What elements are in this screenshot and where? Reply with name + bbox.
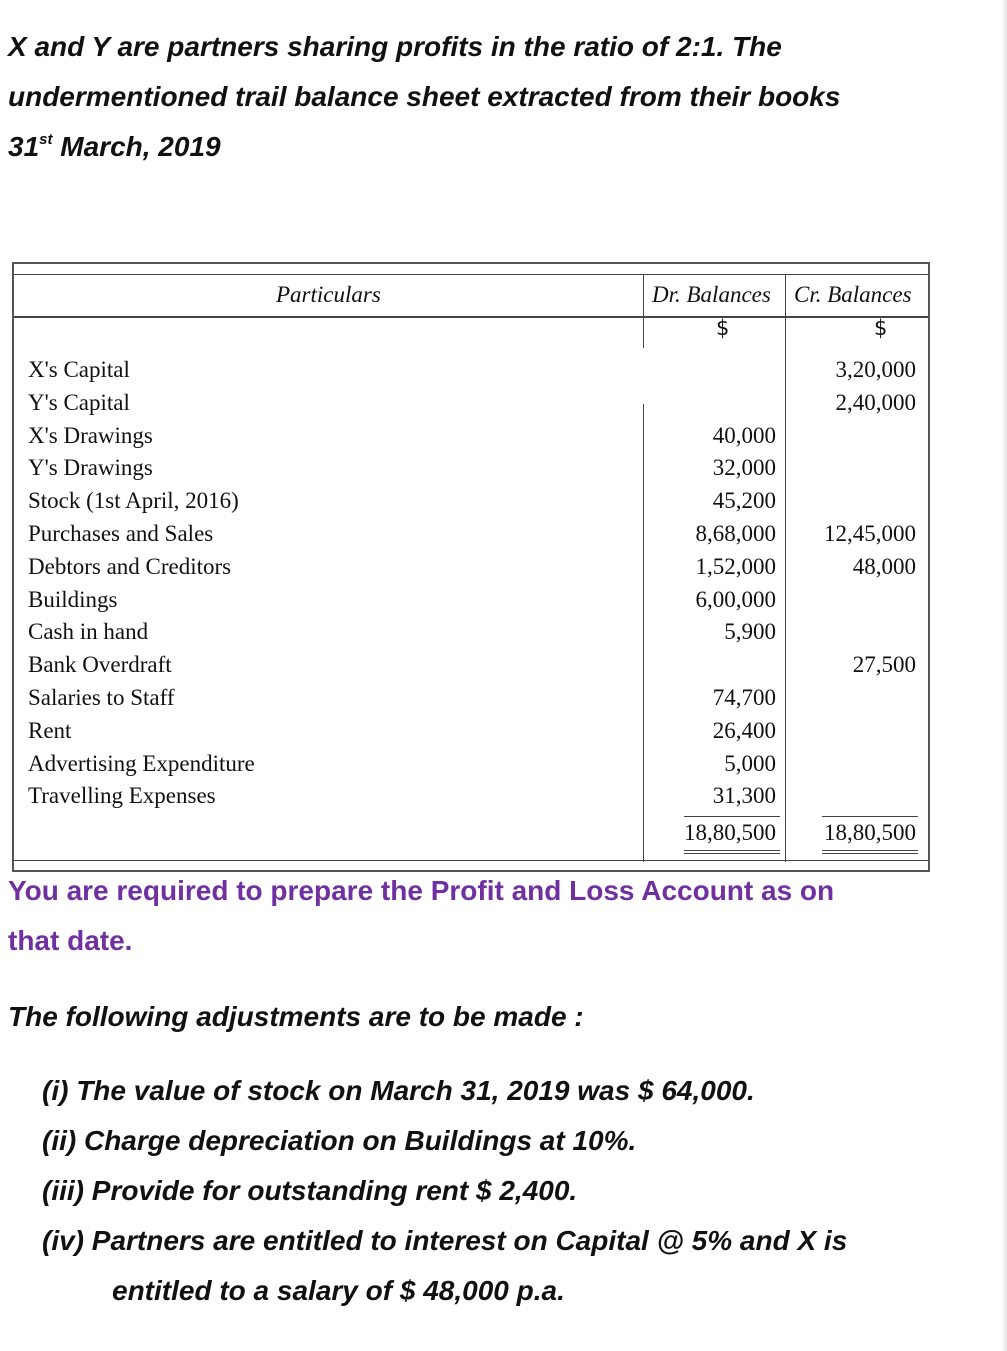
- row-dr-amount: 31,300: [712, 783, 776, 809]
- row-cr-amount: 2,40,000: [835, 389, 916, 415]
- row-dr-amount: 45,200: [712, 488, 776, 514]
- intro-date-suffix: st: [39, 130, 53, 148]
- row-cr-amount: 27,500: [852, 652, 916, 678]
- row-dr-amount: 5,900: [724, 619, 776, 645]
- dr-total-double-rule-2: [684, 853, 780, 854]
- row-particular: Stock (1st April, 2016): [28, 488, 239, 514]
- row-dr-amount: 40,000: [712, 422, 776, 448]
- requirement-text: [8, 866, 988, 966]
- row-particular: Cash in hand: [28, 619, 149, 645]
- intro-date-rest: March, 2019: [52, 131, 221, 162]
- header-bottom-rule: [14, 316, 928, 318]
- adjustment-item-3: (iii) Provide for outstanding rent $ 2,400.: [42, 1175, 578, 1206]
- header-dr-balances: Dr. Balances: [652, 282, 771, 307]
- header-particulars: Particulars: [276, 282, 381, 307]
- dr-column-divider: [785, 274, 786, 862]
- dr-total-double-rule-1: [684, 850, 780, 851]
- table-top-rule: [14, 274, 928, 275]
- row-particular: Purchases and Sales: [28, 521, 214, 546]
- adjustment-item-1: (i) The value of stock on March 31, 2019 was $ 64,000.: [42, 1075, 755, 1106]
- intro-line-3: [8, 122, 988, 172]
- trial-balance-table: [12, 262, 930, 872]
- row-dr-amount: 8,68,000: [695, 521, 776, 546]
- dr-currency-symbol: $: [716, 316, 730, 340]
- cr-total-double-rule-1: [822, 850, 918, 851]
- page-edge-shadow: [1001, 0, 1007, 1351]
- cr-currency-symbol: $: [874, 316, 888, 340]
- adjustment-item-4-continued: entitled to a salary of $ 48,000 p.a.: [112, 1275, 565, 1306]
- row-cr-amount: 48,000: [852, 553, 916, 579]
- intro-line-2: undermentioned trail balance sheet extracted from their books: [8, 81, 841, 112]
- row-particular: Advertising Expenditure: [28, 750, 255, 776]
- requirement-line-2: that date.: [8, 925, 133, 956]
- cr-total-double-rule-2: [822, 853, 918, 854]
- question-intro: [8, 22, 988, 172]
- row-particular: X's Drawings: [28, 422, 153, 448]
- row-particular: Travelling Expenses: [28, 783, 216, 809]
- row-particular: Bank Overdraft: [28, 652, 172, 678]
- row-dr-amount: 6,00,000: [695, 586, 776, 612]
- row-dr-amount: 5,000: [724, 750, 776, 776]
- intro-date-day: 31: [8, 131, 40, 162]
- adjustments-title: The following adjustments are to be made :: [8, 1001, 584, 1032]
- row-dr-amount: 1,52,000: [695, 553, 776, 579]
- table-bottom-rule: [14, 860, 928, 861]
- row-dr-amount: 74,700: [712, 685, 776, 710]
- row-particular: Salaries to Staff: [28, 685, 175, 710]
- row-dr-amount: 32,000: [712, 455, 776, 481]
- row-particular: Y's Capital: [28, 389, 130, 415]
- row-particular: X's Capital: [28, 357, 130, 382]
- adjustment-item-4: (iv) Partners are entitled to interest on Capital @ 5% and X is: [42, 1225, 848, 1256]
- header-cr-balances: Cr. Balances: [794, 282, 912, 307]
- row-cr-amount: 12,45,000: [824, 521, 916, 546]
- row-particular: Buildings: [28, 586, 118, 612]
- adjustment-item-2: (ii) Charge depreciation on Buildings at 10%.: [42, 1125, 637, 1156]
- row-particular: Rent: [28, 717, 72, 743]
- dr-total: 18,80,500: [684, 820, 776, 845]
- row-cr-amount: 3,20,000: [835, 357, 916, 382]
- requirement-line-1: You are required to prepare the Profit and Loss Account as on: [8, 875, 835, 906]
- row-dr-amount: 26,400: [712, 717, 776, 743]
- dr-column-left-rule-lower: [643, 404, 644, 862]
- row-particular: Debtors and Creditors: [28, 553, 232, 579]
- row-particular: Y's Drawings: [28, 455, 153, 481]
- intro-line-1: X and Y are partners sharing profits in the ratio of 2:1. The: [8, 31, 782, 62]
- cr-total: 18,80,500: [824, 820, 916, 845]
- dr-column-left-rule: [643, 274, 644, 348]
